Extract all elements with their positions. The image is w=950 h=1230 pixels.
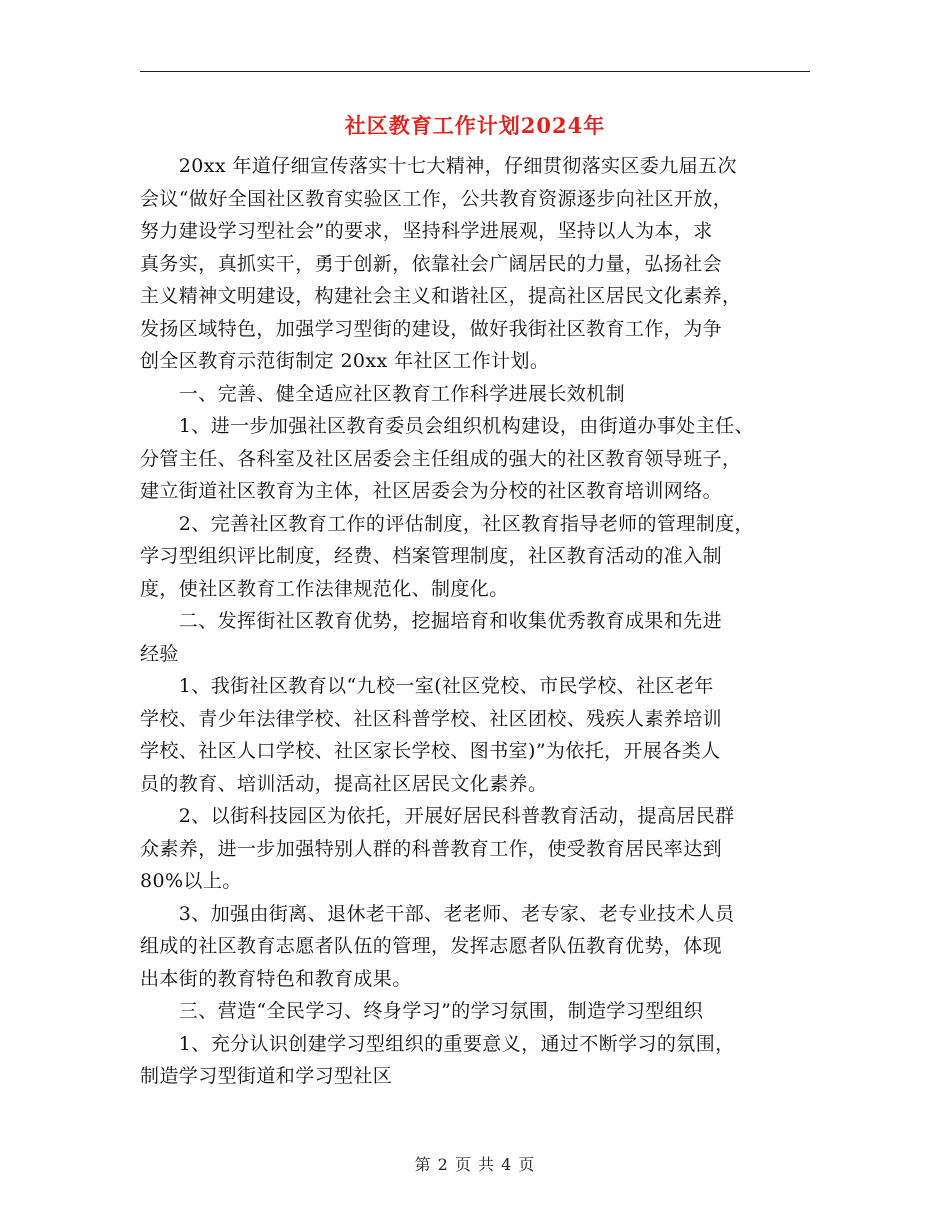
body-line: 学习型组织评比制度，经费、档案管理制度，社区教育活动的准入制 [140, 545, 723, 567]
body-line: 学校、青少年法律学校、社区科普学校、社区团校、残疾人素养培训 [140, 707, 723, 730]
section-heading: 二、发挥街社区教育优势，挖掘培育和收集优秀教育成果和先进 [140, 610, 723, 632]
body-line: 1、我街社区教育以“九校一室(社区党校、市民学校、社区老年 [140, 675, 714, 697]
body-line: 真务实，真抓实干，勇于创新，依靠社会广阔居民的力量，弘扬社会 [140, 252, 723, 275]
body-line: 1、进一步加强社区教育委员会组织机构建设，由街道办事处主任、 [140, 415, 754, 437]
document-title: 社区教育工作计划2024年 [344, 113, 606, 138]
body-line: 努力建设学习型社会”的要求，坚持科学进展观，坚持以人为本，求 [140, 220, 713, 242]
header-rule [140, 71, 810, 72]
body-line: 建立街道社区教育为主体，社区居委会为分校的社区教育培训网络。 [140, 480, 723, 502]
body-line: 2、以街科技园区为依托，开展好居民科普教育活动，提高居民群 [140, 805, 735, 827]
body-line: 出本街的教育特色和教育成果。 [140, 967, 412, 990]
body-line: 发扬区域特色，加强学习型街的建设，做好我街社区教育工作，为争 [140, 317, 723, 340]
body-line: 80%以上。 [140, 870, 242, 892]
body-line: 度，使社区教育工作法律规范化、制度化。 [140, 577, 509, 600]
body-line: 组成的社区教育志愿者队伍的管理，发挥志愿者队伍教育优势，体现 [140, 935, 723, 957]
body-line: 20xx 年道仔细宣传落实十七大精神，仔细贯彻落实区委九届五次 [140, 155, 737, 177]
section-heading: 一、完善、健全适应社区教育工作科学进展长效机制 [140, 382, 626, 405]
body-line: 分管主任、各科室及社区居委会主任组成的强大的社区教育领导班子， [140, 447, 742, 470]
body-line: 学校、社区人口学校、社区家长学校、图书室)”为依托，开展各类人 [140, 740, 721, 762]
body-line: 2、完善社区教育工作的评估制度，社区教育指导老师的管理制度， [140, 512, 754, 535]
body-line: 创全区教育示范街制定 20xx 年社区工作计划。 [140, 350, 550, 372]
body-line: 员的教育、培训活动，提高社区居民文化素养。 [140, 772, 548, 795]
body-line: 会议“做好全国社区教育实验区工作，公共教育资源逐步向社区开放， [140, 187, 733, 210]
body-line: 3、加强由街离、退休老干部、老老师、老专家、老专业技术人员 [140, 902, 735, 925]
section-heading: 三、营造“全民学习、终身学习”的学习氛围，制造学习型组织 [140, 1000, 704, 1022]
body-line: 1、充分认识创建学习型组织的重要意义，通过不断学习的氛围， [140, 1032, 735, 1055]
body-line: 制造学习型街道和学习型社区 [140, 1065, 393, 1087]
body-line: 主义精神文明建设，构建社会主义和谐社区，提高社区居民文化素养， [140, 285, 742, 307]
body-line: 众素养，进一步加强特别人群的科普教育工作，使受教育居民率达到 [140, 837, 723, 860]
document-body [140, 150, 816, 1093]
page-number: 第 2 页 共 4 页 [414, 1155, 536, 1174]
section-heading: 经验 [140, 642, 179, 665]
